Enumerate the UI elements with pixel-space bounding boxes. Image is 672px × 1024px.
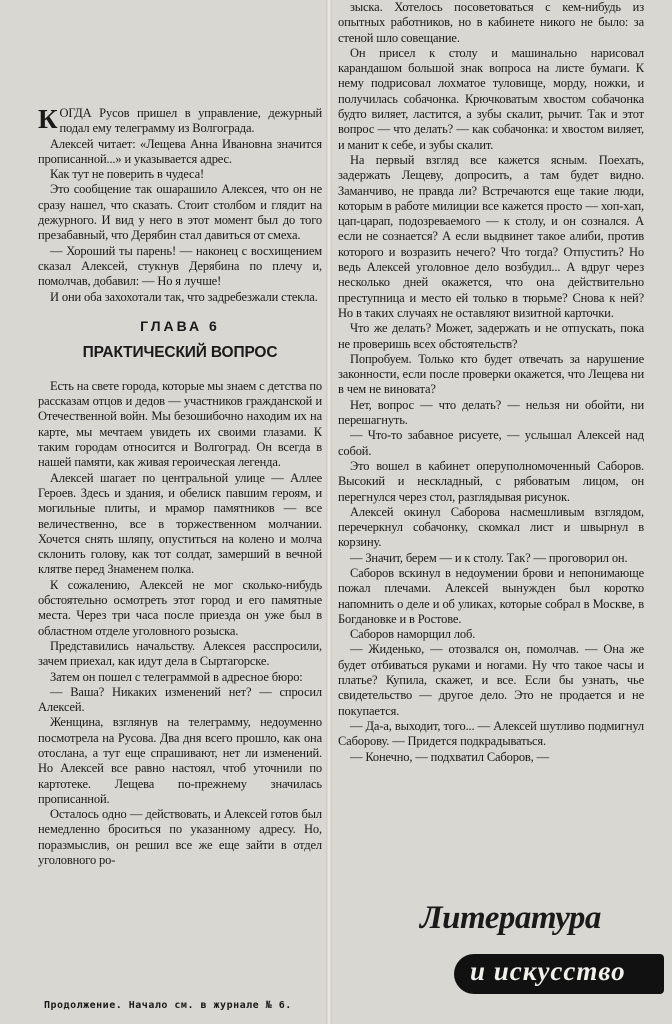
paragraph: — Ваша? Никаких изменений нет? — спросил Алексей.	[38, 684, 322, 715]
paragraph: — Да-а, выходит, того... — Алексей шутливо подмигнул Саборову. — Придется подкрадываться.	[338, 718, 644, 749]
paragraph: Есть на свете города, которые мы знаем с детства по рассказам отцов и дедов — участников гражданской и Отечественной войн. Мы безошибочно находим их на карте, мы мечтаем увидеть их своими глазами. К таким городам относится и Волгоград. Он всегда в нашей памяти, как живая героическая легенда.	[38, 378, 322, 470]
paragraphs-before-chapter	[38, 137, 322, 305]
chapter-title: ПРАКТИЧЕСКИЙ ВОПРОС	[82, 343, 278, 361]
paragraph: Саборов наморщил лоб.	[350, 627, 476, 642]
paragraph: Саборов вскинул в недоумении брови и непонимающе пожал плечами. Алексей вынужден был коротко напомнить о деле и об уликах, которые собрал в Москве, в Богдановке и в Ростове.	[338, 565, 644, 626]
paragraph: Женщина, взглянув на телеграмму, недоуменно посмотрела на Русова. Два дня всего прошло, как она отослана, а тут еще спрашивают, нет ли изменений. Но Алексей все равно настоял, чтоб уточнили по картотеке. Лещева по-прежнему значилась прописанной.	[38, 715, 322, 806]
paragraph: Это сообщение так ошарашило Алексея, что он не сразу нашел, что сказать. Стоит столбом и глядит на дежурного. И вид у него в этот момент был до того презабавный, что Дерябин стал давиться от смеха.	[38, 182, 322, 243]
paragraph: Затем он пошел с телеграммой в адресное бюро:	[50, 669, 303, 684]
left-column	[38, 0, 322, 1024]
paragraph: К сожалению, Алексей не мог сколько-нибудь обстоятельно осмотреть этот город и его памятные места. Через три часа после приезда он уже был в областном отделе уголовного розыска.	[38, 577, 322, 638]
paragraph: — Что-то забавное рисуете, — услышал Алексей над собой.	[338, 428, 644, 458]
opening-text: ОГДА Русов пришел в управление, дежурный подал ему телеграмму из Волгограда.	[59, 106, 322, 136]
paragraphs-after-chapter	[38, 379, 322, 869]
paragraph: Он присел к столу и машинально нарисовал карандашом большой знак вопроса на листе бумаги. К нему подрисовал лохматое туловище, морду, ножки, и получилась собачонка. Крючковатым хвостом собачонка будто виляет, ластится, а зубы скалит, рычит. Так и этот вопрос — что делать? — как собачонка: и хвостом виляет, и манит к себе, и зубы скалит.	[338, 45, 644, 152]
logo-line-1: Литература	[420, 900, 601, 936]
paragraph: Это вошел в кабинет оперуполномоченный Саборов. Высокий и нескладный, с рябоватым лицом, он перегнулся через стол, разглядывая рисунок.	[338, 458, 644, 504]
paragraph: Осталось одно — действовать, и Алексей готов был немедленно броситься по указанному адресу. Но, поразмыслив, он решил все же еще зайти в отдел уголовного ро-	[38, 807, 322, 868]
drop-cap: К	[38, 104, 58, 134]
paragraph: На первый взгляд все кажется ясным. Поехать, задержать Лещеву, допросить, а там будет видно. Заманчиво, не правда ли? Встречаются еще такие люди, которым в работе милиции все кажется просто — хоп-хап, цап-царап, подозреваемого — к столу, и он сознался. А если не сознается? А если выдвинет такое алиби, против которого и возразить нечего? Что тогда? Отпустить? Но ведь Алексей уголовное дело возбудил... А вдруг через несколько дней окажется, что она действительно преступница и место ей только в тюрьме? Снова к ней? Но в таких случаях не оставляют визитной карточки.	[338, 152, 644, 320]
continuation-note: Продолжение. Начало см. в журнале № 6.	[44, 1000, 292, 1011]
paragraph: Как тут не поверить в чудеса!	[50, 167, 205, 182]
page-gutter	[326, 0, 332, 1024]
paragraph: Представились начальству. Алексея расспросили, зачем приехал, как идут дела в Сыртагорске.	[38, 638, 322, 669]
paragraph: Попробуем. Только кто будет отвечать за нарушение законности, если после проверки окажется, что Лещева ни в чем не виновата?	[338, 351, 644, 397]
logo-line-2: и искусство	[470, 956, 626, 986]
paragraph: Нет, вопрос — что делать? — нельзя ни обойти, ни перешагнуть.	[338, 397, 644, 428]
section-logo	[412, 900, 666, 1004]
paragraph: — Хороший ты парень! — наконец с восхищением сказал Алексей, стукнув Дерябина по плечу и, помолчав, добавил: — Но я лучше!	[38, 243, 322, 289]
chapter-label: ГЛАВА 6	[140, 317, 220, 334]
opening-paragraph	[38, 106, 322, 137]
paragraph: Алексей читает: «Лещева Анна Ивановна значится прописанной...» и указывается адрес.	[38, 136, 322, 166]
paragraph: Алексей окинул Саборова насмешливым взглядом, перечеркнул собачонку, скомкал лист и швырнул в корзину.	[338, 504, 644, 550]
paragraph: Что же делать? Может, задержать и не отпускать, пока не проверишь всех обстоятельств?	[338, 321, 644, 351]
right-column	[338, 0, 644, 1024]
paragraph: И они оба захохотали так, что задребезжали стекла.	[50, 289, 318, 304]
paragraph: — Значит, берем — и к столу. Так? — проговорил он.	[350, 550, 628, 565]
paragraph: — Жиденько, — отозвался он, помолчав. — Она же будет отбиваться руками и ногами. Ну что такое часы и платье? Купила, скажет, и все. Если бы узнать, чье свидетельство — другое дело. Это не продается и не покупается.	[338, 642, 644, 718]
paragraph: — Конечно, — подхватил Саборов, —	[350, 749, 549, 764]
paragraph: Алексей шагает по центральной улице — Аллее Героев. Здесь и здания, и обелиск павшим героям, и могильные плиты, и мрамор памятников — все величественно, все в торжественном молчании. Хочется снять шляпу, опуститься на колено и молча склонить голову, как тот солдат, замерший в вечной клятве перед Знаменем полка.	[38, 470, 322, 577]
paragraph: зыска. Хотелось посоветоваться с кем-нибудь из опытных работников, но в кабинете никого не было: за стеной шло совещание.	[338, 0, 644, 45]
